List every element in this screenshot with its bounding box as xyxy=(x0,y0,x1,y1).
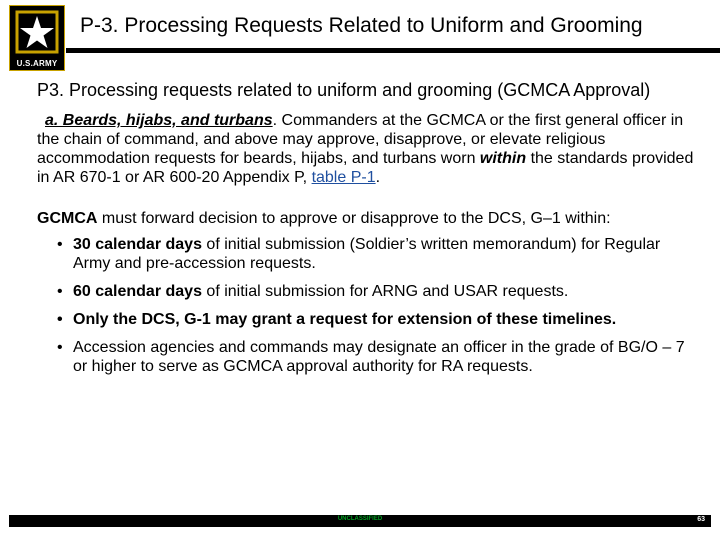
paragraph-a-emphasis: within xyxy=(479,150,527,167)
slide-title: P-3. Processing Requests Related to Uniform and Grooming xyxy=(80,14,643,37)
list-item xyxy=(55,282,697,301)
table-p1-link[interactable]: table P-1 xyxy=(311,169,376,186)
gcmca-statement xyxy=(37,209,697,228)
list-item-text: of initial submission (Soldier’s written memorandum) for Regular Army and pre-accession requests. xyxy=(73,236,661,272)
paragraph-a-label: a. Beards, hijabs, and turbans xyxy=(45,112,273,129)
title-divider xyxy=(66,48,720,53)
slide-content xyxy=(37,80,697,385)
footer-bar xyxy=(9,515,711,527)
list-item-bold: 60 calendar days xyxy=(73,283,202,300)
bullet-icon: • xyxy=(57,339,63,356)
list-item-bold: Only the DCS, G-1 may grant a request for extension of these timelines. xyxy=(73,311,617,328)
list-item xyxy=(55,338,697,376)
bullet-icon: • xyxy=(57,236,63,253)
bullet-icon: • xyxy=(57,311,63,328)
army-star-icon xyxy=(10,6,64,58)
list-item-text: Accession agencies and commands may designate an officer in the grade of BG/O – 7 or higher to serve as GCMCA approval authority for RA requests. xyxy=(73,339,685,375)
list-item xyxy=(55,235,697,273)
paragraph-a xyxy=(37,111,697,187)
paragraph-a-end: . xyxy=(375,169,381,186)
list-item xyxy=(55,310,697,329)
list-item-text: of initial submission for ARNG and USAR requests. xyxy=(201,283,569,300)
gcmca-label: GCMCA xyxy=(37,210,98,227)
list-item-bold: 30 calendar days xyxy=(73,236,202,253)
logo-text: U.S.ARMY xyxy=(16,59,58,68)
bullet-icon: • xyxy=(57,283,63,300)
paragraph-a-text: . Commanders at the GCMCA or the first general officer in the chain of command, and above may approve, disapprove, or elevate religious accommodation requests for beards, hijabs, and turbans worn xyxy=(37,112,684,167)
army-logo xyxy=(9,5,65,71)
gcmca-text: must forward decision to approve or disapprove to the DCS, G–1 within: xyxy=(97,210,611,227)
classification-label: UNCLASSIFIED xyxy=(337,516,383,522)
paragraph-a-text-2: the standards provided in AR 670-1 or AR 600-20 Appendix P, xyxy=(37,150,694,186)
section-heading: P3. Processing requests related to uniform and grooming (GCMCA Approval) xyxy=(37,80,651,100)
deadline-list xyxy=(37,235,697,376)
page-number: 63 xyxy=(697,516,705,523)
